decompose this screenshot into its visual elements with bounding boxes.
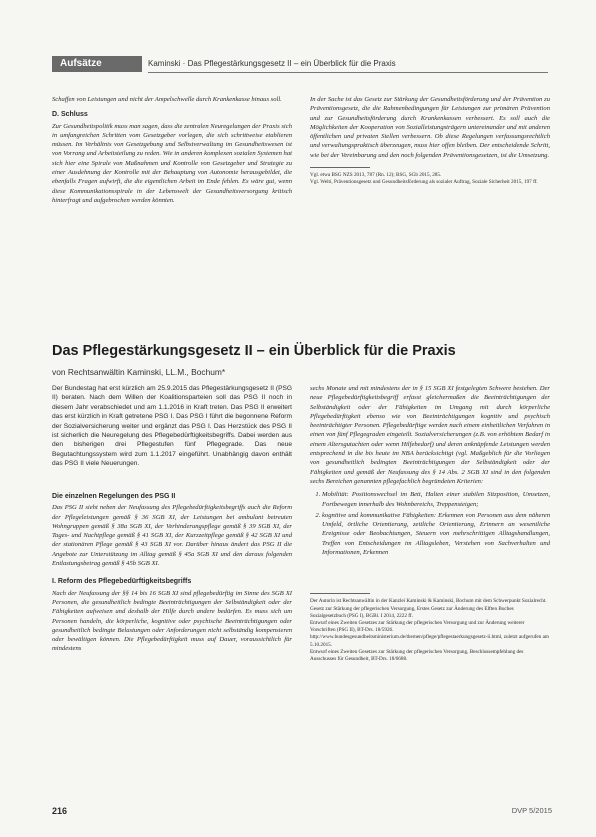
article-abstract: Der Bundestag hat erst kürzlich am 25.9.2015 das Pflegestärkungsgesetz II (PSG II) beraten. Nach dem Willen der Koalitionsparteien soll das PSG II noch in diesem Jahr verabschiedet und am 1.1.2016 in Kraft treten. Das PSG II erweitert das erst kürzlich in Kraft getretene PSG I. Das PSG I führt die begonnene Reform der Sozialversicherung weiter und ergänzt das PSG I. Das Herzstück des PSG II ist sicherlich die Neuregelung des Pflegebedürftigkeitsbegriffs. Dabei werden aus den bisherigen drei Pflegestufen fünf Pflegegrade. Das neue Begutachtungssystem wird zum 1.1.2017 eingeführt. Unabhängig davon enthält das PSG II viele Neuerungen.: [52, 385, 292, 468]
article-paragraph: Das PSG II sieht neben der Neufassung des Pflegebedürftigkeitsbegriffs auch die Reform der Pflegeleistungen gemäß § 36 SGB XI, der Leistungen bei ambulant betreuten Wohngruppen gemäß § 38a SGB XI, der Verhinderungspflege gemäß § 39 SGB XI, der Tages- und Nachtpflege gemäß § 41 SGB XI, der Kurzzeitpflege gemäß § 42 SGB XI und der stationären Pflege gemäß § 43 SGB XI vor. Darüber hinaus ändert das PSG II die Angebote zur Unterstützung im Alltag gemäß § 45a SGB XI und den daraus folgenden Entlastungsbetrag gemäß § 45b SGB XI.: [52, 504, 292, 568]
issue-label: DVP 5/2015: [511, 806, 552, 815]
prev-article-conclusion: Zur Gesundheitspolitik muss man sagen, dass die zentralen Neuregelungen der Praxis sich in umfangreichen Schritten vom Gesetzgeber vorlegen, die sich schrittweise etablieren müssen. Im Verhältnis von Gesetzgebung und Selbstverwaltung im Gesundheitswesen ist von Vorrang und Arbeitsteilung zu reden. Wie in anderen komplexen sozialen Systemen hat sich hier eine Spirale von Maßnahmen und Kontrolle von Gesetzgeber und Strategie zu einer Ausdehnung der Kontrolle mit der Behauptung von Autonomie herausgebildet, die ebenfalls Fragen aufwirft, die die eigentlichen Arbeit im Ende fehlen. Es wäre gut, wenn diese Kommunikationsspirale in der Lebenswelt der Gesundheitsversorgung kritisch hinterfragt und aufgebrochen werden könnten.: [52, 122, 292, 204]
footnote-rule: [310, 167, 370, 168]
prev-footnote: Vgl. etwa BSG NZS 2013, 787 (Rn. 12); BSG, SGb 2015, 285.: [310, 172, 442, 179]
prev-footnote: Vgl. Welti, Präventionsgesetz und Gesundheitsförderung als sozialer Auftrag, Soziale Sicherheit 2015, 197 ff.: [310, 179, 538, 186]
footnote: Entwurf eines Zweiten Gesetzes zur Stärkung der pflegerischen Versorgung und zur Änderung weiterer Vorschriften (PSG II), BT-Drs. 18/5926.: [310, 619, 525, 634]
prev-article-right-text: In der Sache ist das Gesetz zur Stärkung der Gesundheitsförderung und der Prävention zu Präventionsgesetz, die die Rahmenbedingungen für Leistungen zur primären Prävention und zur Gesundheitsförderung durch Krankenkassen verbessert. Es soll auch die Möglichkeiten der Kooperation von Sozialleistungsträgern untereinander und mit anderen öffentlichen und privaten Stellen verbessern. Ob diese Regelungen verfassungsrechtlich und verwaltungspraktisch überzeugen, muss hier offen bleiben. Der entscheidende Schritt, wie bei der Vereinbarung und den noch folgenden Präventionsgesetzen, ist die Umsetzung.: [310, 96, 550, 159]
criteria-list: [310, 490, 550, 557]
article-paragraph: Nach der Neufassung der §§ 14 bis 16 SGB XI sind pflegebedürftig im Sinne des SGB XI Personen, die gesundheitlich bedingte Beeinträchtigungen der Selbständigkeit oder der Fähigkeiten aufweisen und deshalb der Hilfe durch andere bedürfen. Es muss sich um Personen handeln, die körperliche, kognitive oder psychische Beeinträchtigungen oder gesundheitlich bedingte Belastungen oder Anforderungen nicht selbständig kompensieren oder bewältigen können. Die Pflegebedürftigkeit muss auf Dauer, voraussichtlich für mindestens: [52, 589, 292, 653]
page-header: [52, 56, 552, 72]
section-heading-reform: I. Reform des Pflegebedürftigkeitsbegriffs: [52, 578, 192, 586]
page-footer: [52, 806, 552, 820]
list-item: 1. Mobilität: Positionswechsel im Bett, Halten einer stabilen Sitzposition, Umsetzen, Fortbewegen innerhalb des Wohnbereichs, Treppensteigen;: [322, 490, 550, 509]
footnote: Gesetz zur Stärkung der pflegerischen Versorgung, Erstes Gesetz zur Änderung des Elften Buches Sozialgesetzbuch (PSG I), BGBl. I 2014, 2222 ff.: [310, 605, 514, 619]
article-title: Das Pflegestärkungsgesetz II – ein Überblick für die Praxis: [52, 343, 456, 359]
footnote-rule: [310, 593, 370, 594]
article-paragraph: sechs Monate und mit mindestens der in § 15 SGB XI festgelegten Schwere bestehen. Der neue Pflegebedürftigkeitsbegriff erfasst gleichermaßen die Beeinträchtigungen der Selbständigkeit oder der Fähigkeiten im Umgang mit durch körperliche Pflegebedürftigkeit ebenso wie von Beeinträchtigungen kognitiv und psychisch beeinträchtigter Personen. Pflegebedürftige werden nach einem einheitlichen Verfahren in einen von fünf Pflegegraden eingeteilt. Sozialversicherungen (z.B. von erhöhtem Bedarf in einem Altersgutachten oder wenn Hilfebedarf) und deren anknüpfende Leistungen werden entsprechend in die bis heute im NBA berücksichtigt (vgl. Maßgeblich für die Vorliegen von gesundheitlich bedingten Beeinträchtigungen der Selbständigkeit oder der Fähigkeiten und gemäß der Neufassung des § 14 Abs. 2 SGB XI sind in den folgenden sechs Bereichen genannten pflegefachlich begründeten Kriterien:: [310, 385, 550, 485]
section-heading-regelungen: Die einzelnen Regelungen des PSG II: [52, 493, 176, 500]
page-number: 216: [52, 806, 68, 816]
article-left-column: [52, 486, 292, 654]
section-heading-schluss: D. Schluss: [52, 111, 88, 119]
footnote: http://www.bundesgesundheitsministerium.de/themen/pflege/pflegestaerkungsgesetz-ii.html, zuletzt aufgerufen am 5.10.2015.: [310, 634, 549, 648]
footnote: Entwurf eines Zweiten Gesetzes zur Stärkung der pflegerischen Versorgung, Beschlussempfehlung des Ausschusses für Gesundheit, BT-Drs. 18/6688.: [310, 648, 524, 662]
article-author: von Rechtsanwältin Kaminski, LL.M., Bochum*: [52, 367, 226, 377]
footnote: Der Autorin ist Rechtsanwältin in der Kanzlei Kaminski & Kaminski, Bochum mit dem Schwerpunkt Sozialrecht.: [310, 598, 547, 605]
running-head: Kaminski · Das Pflegestärkungsgesetz II – ein Überblick für die Praxis: [148, 56, 548, 73]
section-tab: Aufsätze: [52, 56, 142, 72]
list-item: 2. kognitive und kommunikative Fähigkeiten: Erkennen von Personen aus dem näheren Umfeld, örtliche Orientierung, zeitliche Orientierung, Erinnern an wesentliche Ereignisse oder Beobachtungen, Steuern von mehrschrittigen Alltagshandlungen, Treffen von Entscheidungen im Alltagsleben, Verstehen von Sachverhalten und Informationen, Erkennen: [322, 511, 550, 557]
prev-article-left-column: [52, 95, 292, 205]
article-right-column: [310, 384, 550, 663]
prev-article-right-column: [310, 95, 550, 186]
prev-article-intro: Schaffen von Leistungen und nicht der Ampelschwelle durch Krankenkasse hinaus soll.: [52, 96, 282, 103]
